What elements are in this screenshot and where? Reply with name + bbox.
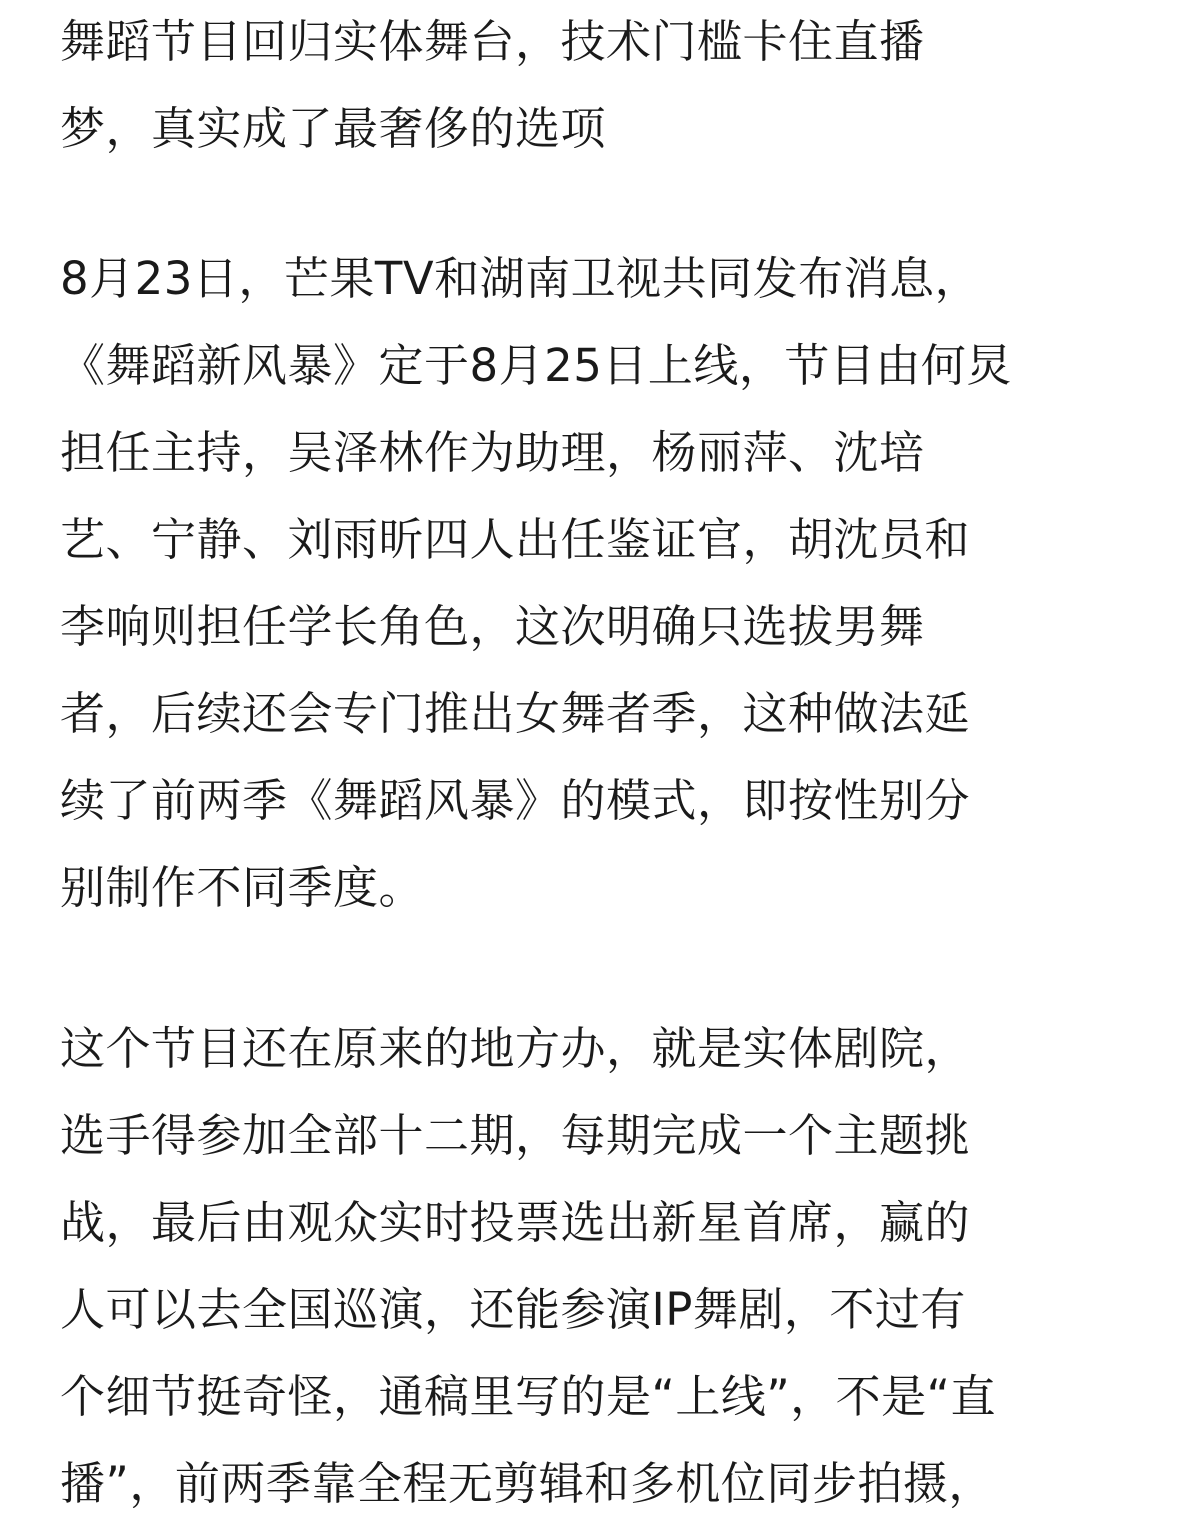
heading-line: 梦，真实成了最奢侈的选项 [60, 102, 607, 155]
paragraph-line: 这个节目还在原来的地方办，就是实体剧院， [60, 1022, 971, 1075]
paragraph-2 [60, 1005, 1120, 1527]
paragraph-line: 者，后续还会专门推出女舞者季，这种做法延 [60, 687, 971, 740]
article-body [60, 0, 1120, 1527]
paragraph-line: 艺、宁静、刘雨昕四人出任鉴证官，胡沈员和 [60, 513, 971, 566]
paragraph-line: 《舞蹈新风暴》定于8月25日上线，节目由何炅 [60, 339, 1012, 392]
paragraph-line: 李响则担任学长角色，这次明确只选拔男舞 [60, 600, 925, 653]
paragraph-line: 个细节挺奇怪，通稿里写的是“上线”，不是“直 [60, 1370, 996, 1423]
article-heading [60, 0, 1120, 172]
paragraph-line: 播”，前两季靠全程无剪辑和多机位同步拍摄， [60, 1457, 994, 1510]
paragraph-1 [60, 235, 1120, 931]
heading-line: 舞蹈节目回归实体舞台，技术门槛卡住直播 [60, 15, 925, 68]
paragraph-line: 战，最后由观众实时投票选出新星首席，赢的 [60, 1196, 971, 1249]
paragraph-line: 选手得参加全部十二期，每期完成一个主题挑 [60, 1109, 971, 1162]
paragraph-line: 人可以去全国巡演，还能参演IP舞剧，不过有 [60, 1283, 966, 1336]
paragraph-line: 8月23日，芒果TV和湖南卫视共同发布消息， [60, 252, 981, 305]
paragraph-line: 别制作不同季度。 [60, 861, 425, 914]
paragraph-line: 续了前两季《舞蹈风暴》的模式，即按性别分 [60, 774, 971, 827]
paragraph-line: 担任主持，吴泽林作为助理，杨丽萍、沈培 [60, 426, 925, 479]
